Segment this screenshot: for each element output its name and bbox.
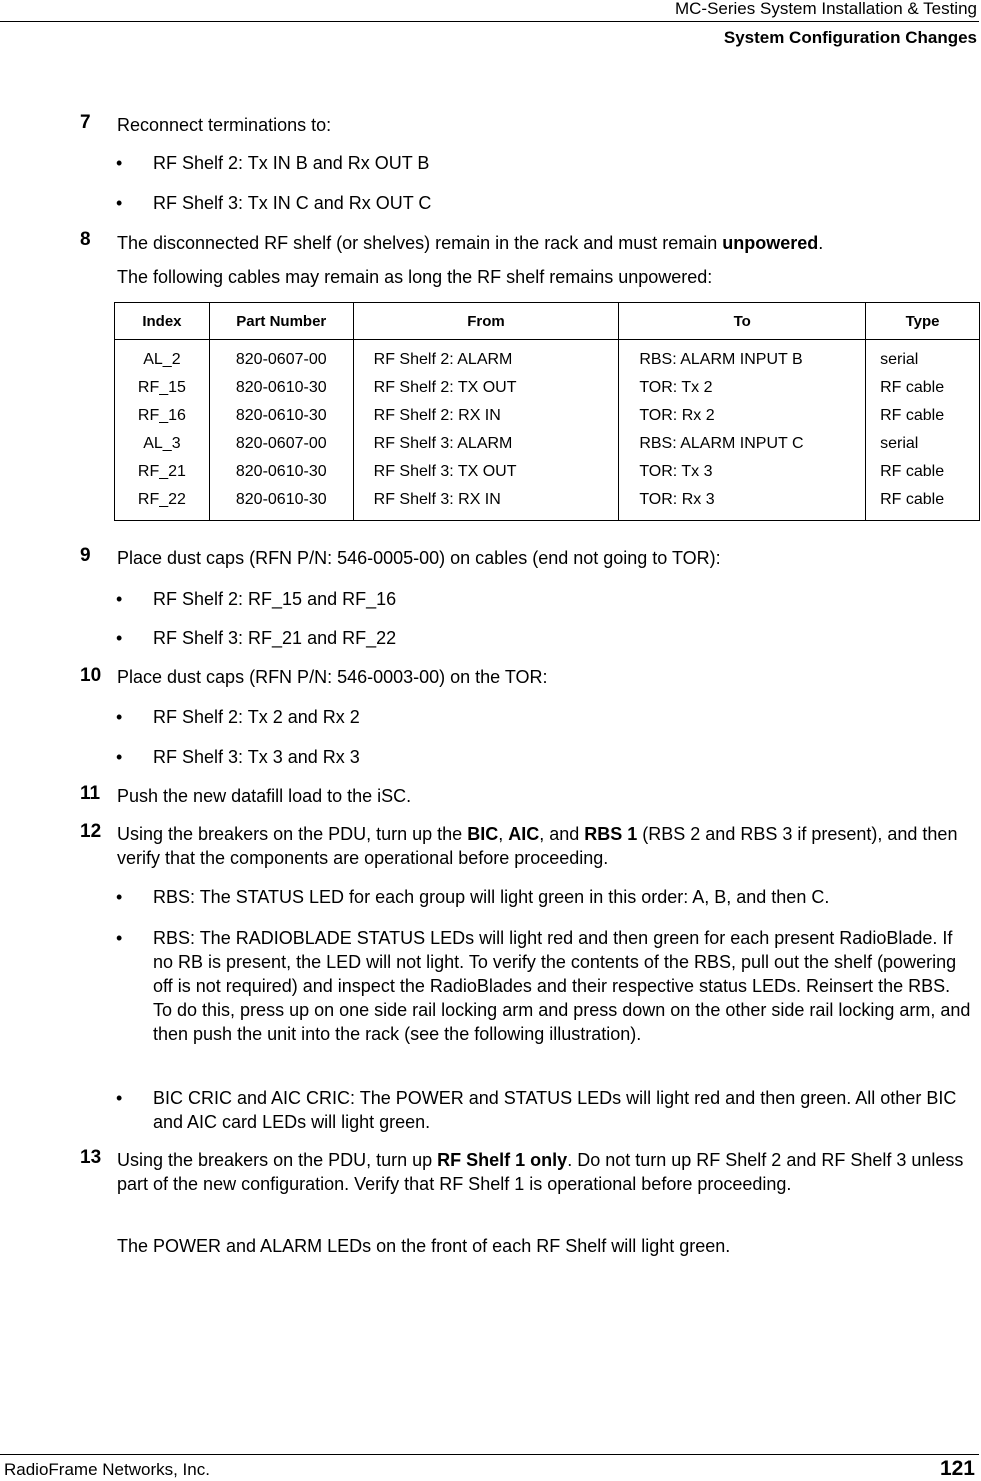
table-cell: RF_15 [137,379,186,396]
step-10-bullet: RF Shelf 2: Tx 2 and Rx 2 [153,707,360,727]
bullet-marker: • [116,887,123,907]
step-7-number: 7 [80,112,91,133]
header-part-number: Part Number [209,303,353,340]
step-9-text: Place dust caps (RFN P/N: 546-0005-00) on cables (end not going to TOR): [117,548,721,568]
emphasis-aic: AIC [508,824,540,844]
step-12-bullet: RBS: The RADIOBLADE STATUS LEDs will light red and then green for each present RadioBlade. If no RB is present, the LED will not light. To verify the contents of the RBS, pull out the shelf (powering off is not required) and inspect the RadioBlades and their respective status LEDs. Reinsert the RBS. To do this, press up on one side rail locking arm and press down on the other side rail locking arm, and then push the unit into the rack (see the following illustration). [153,928,971,1044]
step-9-number: 9 [80,545,91,566]
table-cell: serial [880,351,919,368]
step-12-bullet: BIC CRIC and AIC CRIC: The POWER and STATUS LEDs will light red and then green. All other BIC and AIC card LEDs will light green. [153,1088,957,1132]
header-divider [0,21,979,22]
emphasis-bic: BIC [467,824,499,844]
step-10-bullet: RF Shelf 3: Tx 3 and Rx 3 [153,747,360,767]
table-body [115,340,980,521]
table-cell: RF cable [880,379,945,396]
step-7-bullet: RF Shelf 2: Tx IN B and Rx OUT B [153,153,430,173]
table-cell: RF_21 [137,463,186,480]
step-13-note: The POWER and ALARM LEDs on the front of each RF Shelf will light green. [117,1236,731,1256]
bullet-marker: • [116,747,123,767]
table-cell: RBS: ALARM INPUT B [639,351,803,368]
table-cell: TOR: Rx 2 [639,407,715,424]
cable-table [114,302,980,521]
table-cell: TOR: Rx 3 [639,491,715,508]
page-number: 121 [939,1457,975,1480]
table-cell: 820-0607-00 [235,435,327,452]
table-cell: RF Shelf 3: RX IN [373,491,501,508]
step-12-number: 12 [80,821,102,842]
table-cell: RF Shelf 2: RX IN [373,407,501,424]
bullet-marker: • [116,628,123,648]
emphasis-rf-shelf-1-only: RF Shelf 1 only [437,1150,568,1170]
bullet-marker: • [116,193,123,213]
table-cell: TOR: Tx 2 [639,379,713,396]
header-from: From [353,303,619,340]
table-cell: RF Shelf 2: TX OUT [373,379,517,396]
step-11-number: 11 [80,783,101,804]
table-cell: RF Shelf 3: ALARM [373,435,513,452]
header-to: To [619,303,866,340]
table-cell: 820-0610-30 [235,463,327,480]
table-cell: RF_16 [137,407,186,424]
table-cell: 820-0607-00 [235,351,327,368]
table-cell: RF cable [880,491,945,508]
step-11-text: Push the new datafill load to the iSC. [117,786,412,806]
emphasis-unpowered: unpowered [722,233,819,253]
from-column [353,340,619,521]
step-9-bullet: RF Shelf 2: RF_15 and RF_16 [153,589,397,609]
emphasis-rbs1: RBS 1 [584,824,638,844]
running-header-section: System Configuration Changes [723,28,977,47]
step-12-bullet: RBS: The STATUS LED for each group will light green in this order: A, B, and then C. [153,887,830,907]
bullet-marker: • [116,1088,123,1108]
running-header-title: MC-Series System Installation & Testing [674,0,977,18]
table-cell: RF Shelf 2: ALARM [373,351,513,368]
step-10-number: 10 [80,665,102,686]
header-type: Type [866,303,980,340]
table-cell: 820-0610-30 [235,491,327,508]
table-cell: 820-0610-30 [235,379,327,396]
table-cell: AL_2 [143,351,181,368]
step-12-text: Using the breakers on the PDU, turn up the BIC, AIC, and RBS 1 (RBS 2 and RBS 3 if present), and then verify that the components are operational before proceeding. [117,824,958,868]
header-index: Index [115,303,210,340]
table-cell: RF cable [880,407,945,424]
to-column [619,340,866,521]
part-number-column [209,340,353,521]
step-10-text: Place dust caps (RFN P/N: 546-0003-00) on the TOR: [117,667,548,687]
bullet-marker: • [116,707,123,727]
step-8-text: The disconnected RF shelf (or shelves) remain in the rack and must remain unpowered. [117,233,824,253]
footer-divider [0,1454,979,1455]
table-header-row [115,303,980,340]
table-cell: RBS: ALARM INPUT C [639,435,804,452]
step-7-bullet: RF Shelf 3: Tx IN C and Rx OUT C [153,193,432,213]
table-cell: RF Shelf 3: TX OUT [373,463,517,480]
step-7-text: Reconnect terminations to: [117,115,332,135]
table-cell: serial [880,435,919,452]
bullet-marker: • [116,589,123,609]
table-cell: AL_3 [143,435,181,452]
type-column [866,340,980,521]
table-cell: TOR: Tx 3 [639,463,713,480]
step-8-note: The following cables may remain as long the RF shelf remains unpowered: [117,267,713,287]
step-13-number: 13 [80,1147,102,1168]
footer-company: RadioFrame Networks, Inc. [4,1460,210,1479]
step-13-text: Using the breakers on the PDU, turn up RF Shelf 1 only. Do not turn up RF Shelf 2 and RF Shelf 3 unless part of the new configuration. Verify that RF Shelf 1 is operational before proceeding. [117,1150,964,1194]
index-column [115,340,210,521]
table-cell: RF cable [880,463,945,480]
step-8-number: 8 [80,229,91,250]
table-cell: RF_22 [137,491,186,508]
table-cell: 820-0610-30 [235,407,327,424]
step-9-bullet: RF Shelf 3: RF_21 and RF_22 [153,628,397,648]
bullet-marker: • [116,928,123,948]
bullet-marker: • [116,153,123,173]
